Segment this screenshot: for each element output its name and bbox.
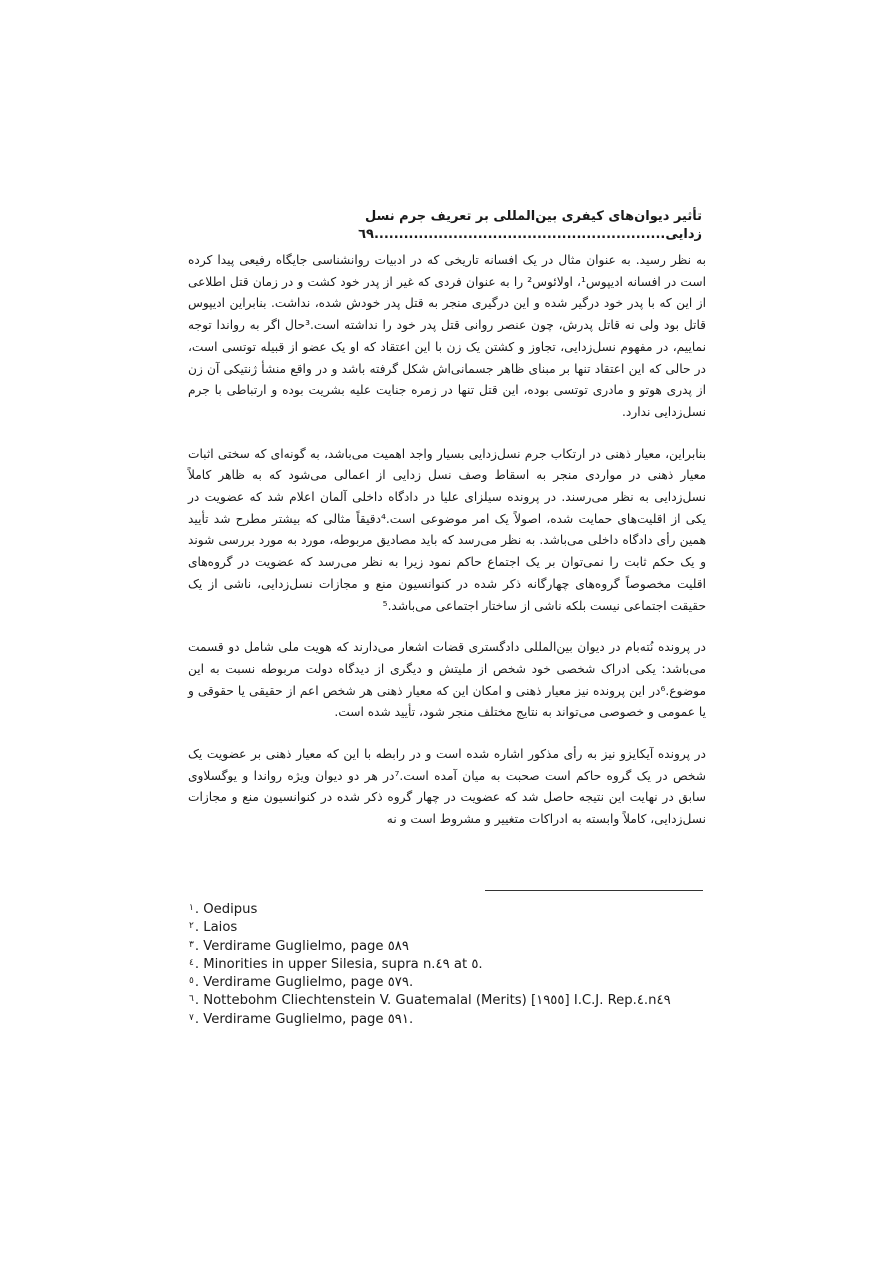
footnote-mark: ١: [189, 903, 194, 913]
footnote-text: . Verdirame Guglielmo, page ٥٩١.: [194, 1011, 414, 1027]
paragraph: در پرونده آیکایزو نیز به رأی مذکور اشاره شده است و در رابطه با این که معیار ذهنی بر عضویت یک شخص در یک گروه حاکم است صحبت به میان آمده است.⁷در هر دو دیوان ویژه رواندا و یوگسلاوی سابق در نهایت این نتیجه حاصل شد که عضویت در چهار گروه ذکر شده در کنوانسیون منع و مجازات نسل‌زدایی، کاملاً وابسته به ادراکات متغییر و مشروط است و نه: [188, 747, 706, 827]
paragraph: بنابراین، معیار ذهنی در ارتکاب جرم نسل‌زدایی بسیار واجد اهمیت می‌باشد، به گونه‌ای که سختی اثبات معیار ذهنی در مواردی منجر به اسقاط وصف نسل زدایی از اعمالی می‌شود که به ظاهر کاملاً نسل‌زدایی به نظر می‌رسند. در پرونده سیلزای علیا در دادگاه داخلی آلمان اعلام شد که عضویت در یکی از اقلیت‌های حمایت شده، اصولاً یک امر موضوعی است.⁴دقیقاً مثالی که بیشتر مطرح شد تأیید همین رأی دادگاه داخلی می‌باشد. به نظر می‌رسد که باید مصادیق مربوطه، مورد به مورد بررسی شوند و یک حکم ثابت را نمی‌توان بر یک اجتماع حاکم نمود زیرا به نظر می‌رسد که عضویت در گروه‌های اقلیت مخصوصاً گروه‌های چهارگانه ذکر شده در کنوانسیون منع و مجازات نسل‌زدایی، ناشی از یک حقیقت اجتماعی نیست بلکه ناشی از ساختار اجتماعی می‌باشد.⁵: [188, 446, 706, 613]
paragraph: در پرونده نُته‌بام در دیوان بین‌المللی دادگستری قضات اشعار می‌دارند که هویت ملی شامل دو قسمت می‌باشد: یکی ادراک شخصی خود شخص از ملیتش و دیگری از دیدگاه دولت مربوطه نسبت به این موضوع.⁶در این پرونده نیز معیار ذهنی و امکان این که معیار ذهنی هر شخص اعم از حقیقی یا حقوقی و یا عمومی و خصوصی می‌تواند به نتایج مختلف منجر شود، تأیید شده است.: [188, 640, 706, 720]
footnote-text: . Laios: [194, 920, 238, 936]
body-text: [188, 250, 706, 831]
footnote-mark: ٤: [189, 957, 194, 968]
footnote-mark: ٣: [189, 939, 194, 950]
footnote-text: . Verdirame Guglielmo, page ٥٨٩: [194, 938, 409, 954]
footnote-mark: ٦: [189, 994, 194, 1005]
footnote: [189, 973, 709, 991]
footnote: [189, 937, 709, 955]
footnote: [189, 900, 709, 918]
footnote: [189, 1010, 709, 1028]
footnote-text: . Minorities in upper Silesia, supra n.٤٩ at ٥.: [194, 956, 483, 972]
header-page-reference: زدایی...........................................................٦٩: [358, 227, 702, 242]
footnote-mark: ٧: [189, 1012, 194, 1023]
footnote-text: . Oedipus: [194, 902, 258, 917]
footnote-text: . Verdirame Guglielmo, page ٥٧٩.: [194, 975, 414, 991]
footnote: [189, 918, 709, 936]
footnote-text: . Nottebohm Cliechtenstein V. Guatemalal (Merits) [١٩٥٥] I.C.J. Rep.٤.n٤٩: [194, 993, 671, 1009]
footnote-separator: [485, 890, 703, 891]
paragraph: به نظر رسید. به عنوان مثال در یک افسانه تاریخی که در ادبیات روانشناسی جایگاه رفیعی پیدا کرده است در افسانه ادیپوس¹، اولائوس² را به عنوان فردی که غیر از پدر خود کشت و در زمان قتل اطلاعی از این که با پدر خود درگیر شده و این درگیری منجر به قتل پدر خودش شده، نداشت. بنابراین ادیپوس قاتل بود ولی نه قاتل پدرش، چون عنصر روانی قتل پدر خود را نداشته است.³حال اگر به رواندا توجه نماییم، در مفهوم نسل‌زدایی، تجاوز و کشتن یک زن با این اعتقاد که او یک عضو از قبیله توتسی است، در حالی که این اعتقاد تنها بر مبنای ظاهر جسمانی‌اش شکل گرفته باشد و در واقع منشأ ژنتیکی آن زن از پدری هوتو و مادری توتسی بوده، این قتل تنها در زمره جنایت علیه بشریت بوده و ارتباطی با جرم نسل‌زدایی ندارد.: [188, 253, 706, 419]
footnote: [189, 991, 709, 1009]
footnote-mark: ٢: [189, 921, 194, 932]
running-header: [182, 208, 702, 244]
footnote-mark: ٥: [189, 976, 194, 987]
footnote: [189, 955, 709, 973]
footnotes: [189, 900, 709, 1028]
header-title: تأثیر دیوان‌های کیفری بین‌المللی بر تعریف جرم نسل: [364, 209, 702, 224]
